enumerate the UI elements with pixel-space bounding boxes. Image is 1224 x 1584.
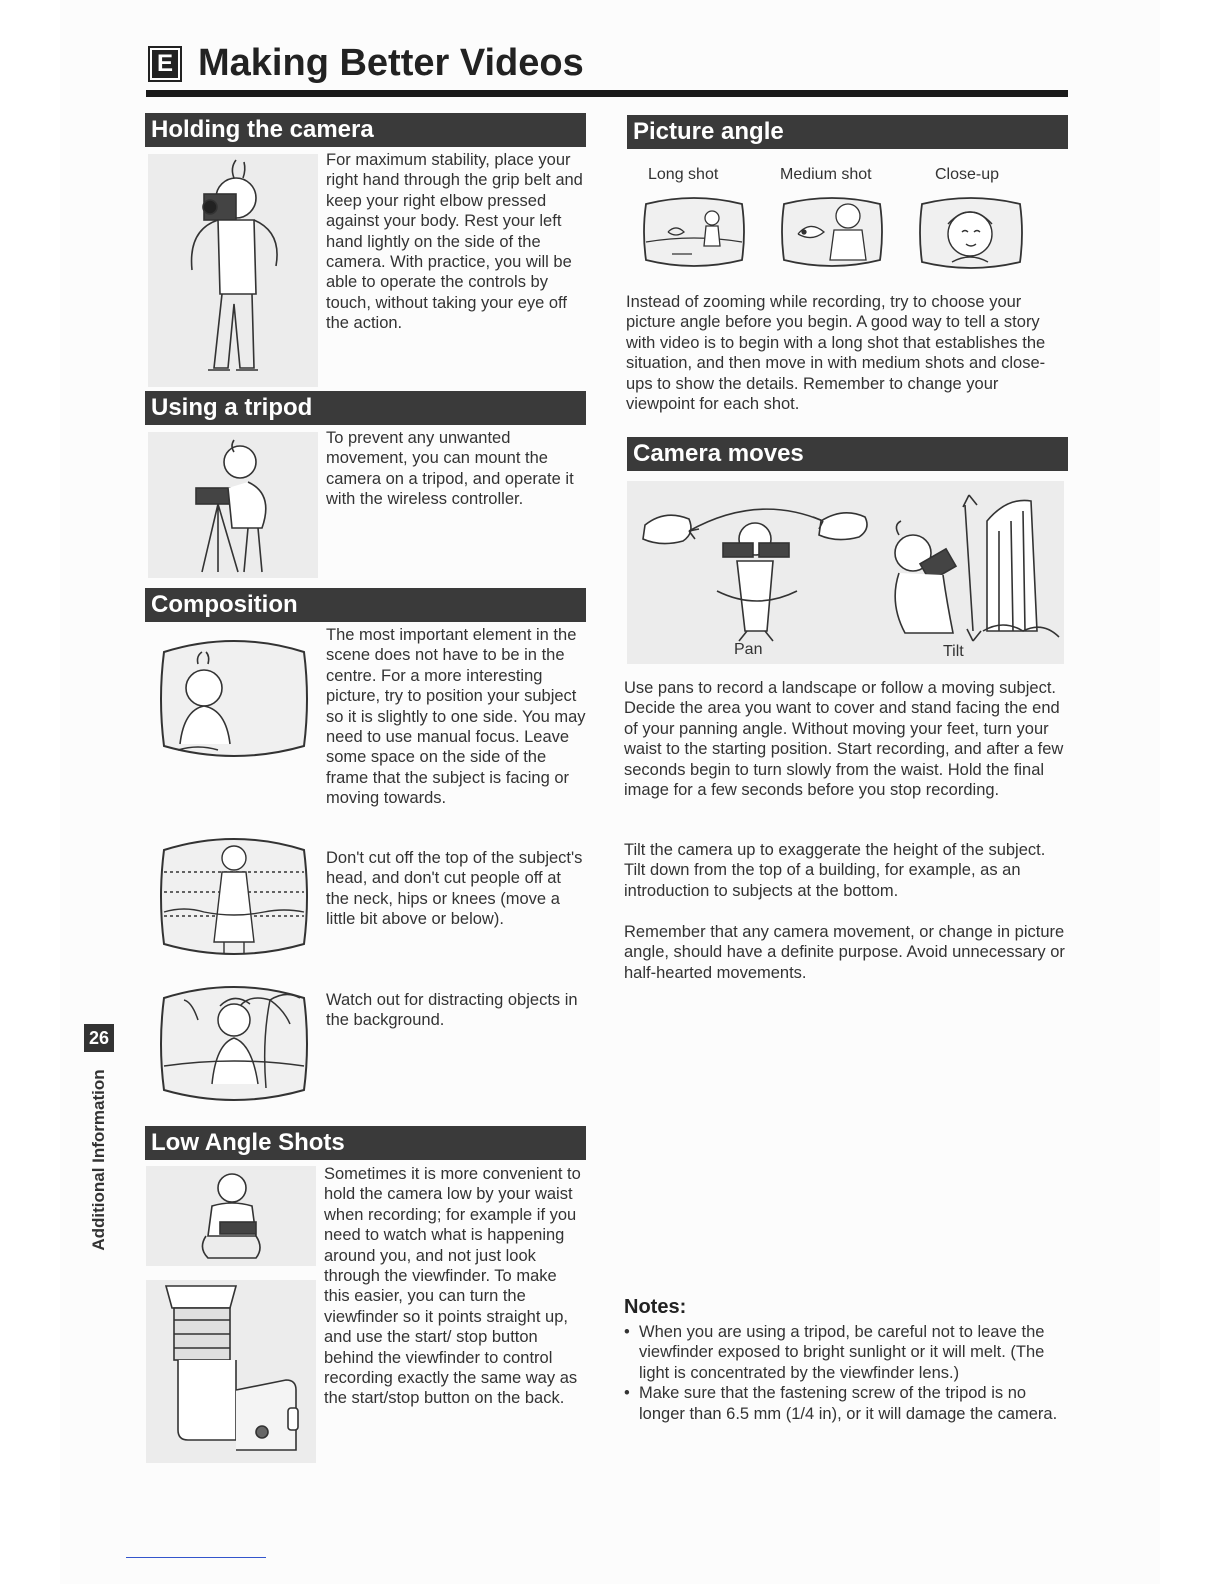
holding-camera-illustration	[148, 154, 318, 387]
label-medium-shot: Medium shot	[780, 166, 872, 183]
label-close-up: Close-up	[935, 166, 1000, 183]
long-shot-frame-icon	[642, 194, 746, 270]
tripod-text: To prevent any unwanted movement, you can mount the camera on a tripod, and operate it with the wireless controller.	[326, 429, 574, 509]
low-angle-text: Sometimes it is more convenient to hold the camera low by your waist when recording; for example if you need to watch what is happening around you, and not just look through the viewfinder. To make this easier, you can turn the viewfinder so it points straight up, and use the start/ stop button behind the viewfinder to control recording exactly the same way as the start/stop button on the back.	[324, 1165, 581, 1408]
tv-frame-headroom-icon	[158, 832, 310, 962]
close-up-frame-icon	[918, 194, 1024, 272]
camera-moves-illustration	[627, 481, 1064, 664]
tripod-icon	[148, 432, 318, 578]
viewfinder-illustration	[146, 1280, 316, 1463]
composition-text-3: Watch out for distracting objects in the background.	[326, 991, 578, 1030]
close-up-illustration	[918, 194, 1024, 272]
label-long-shot: Long shot	[648, 166, 719, 183]
bottom-rule	[126, 1557, 266, 1558]
heading-camera-moves: Camera moves	[627, 437, 1068, 471]
heading-composition: Composition	[145, 588, 586, 622]
page-title: Making Better Videos	[198, 42, 584, 84]
camera-moves-text-3: Remember that any camera movement, or change in picture angle, should have a definite purpose. Avoid unnecessary or half-hearted movements.	[624, 923, 1065, 982]
composition-background-illustration	[158, 980, 310, 1108]
section-badge: E	[148, 46, 182, 82]
page-header	[148, 42, 584, 85]
note-item	[624, 1383, 1064, 1424]
holding-camera-text: For maximum stability, place your right hand through the grip belt and keep your right elbow pressed against your body. Rest your left hand lightly on the side of the camera. With practice, you will be able to operate the controls by touch, without taking your eye off the action.	[326, 151, 583, 333]
tripod-illustration	[148, 432, 318, 578]
medium-shot-frame-icon	[780, 194, 884, 270]
medium-shot-illustration	[780, 194, 884, 270]
picture-angle-text: Instead of zooming while recording, try to choose your picture angle before you begin. A good way to tell a story with video is to begin with a long shot that establishes the situation, and then move in with medium shots and close-ups to show the details. Remember to change your viewpoint for each shot.	[626, 293, 1046, 414]
tv-frame-subject-offcenter-icon	[158, 634, 310, 764]
person-holding-camera-icon	[148, 154, 318, 387]
heading-using-tripod: Using a tripod	[145, 391, 586, 425]
note-text: Make sure that the fastening screw of the tripod is no longer than 6.5 mm (1/4 in), or it will damage the camera.	[639, 1384, 1058, 1423]
notes-list	[624, 1322, 1064, 1424]
page-number: 26	[84, 1024, 114, 1052]
long-shot-illustration	[642, 194, 746, 270]
viewfinder-start-stop-button-icon	[146, 1280, 316, 1463]
note-text: When you are using a tripod, be careful not to leave the viewfinder exposed to bright sunlight or it will melt. (The light is concentrated by the viewfinder lens.)	[639, 1323, 1045, 1382]
composition-text-2: Don't cut off the top of the subject's head, and don't cut people off at the neck, hips or knees (move a little bit above or below).	[326, 849, 583, 929]
heading-low-angle-shots: Low Angle Shots	[145, 1126, 586, 1160]
camera-moves-text-2: Tilt the camera up to exaggerate the height of the subject. Tilt down from the top of a building, for example, as an introduction to subjects at the bottom.	[624, 841, 1046, 900]
composition-text-1: The most important element in the scene does not have to be in the centre. For a more interesting picture, try to position your subject so it is slightly to one side. You may need to use manual focus. Leave some space on the side of the frame that the subject is facing or moving towards.	[326, 626, 586, 808]
section-side-label: Additional Information	[89, 1069, 108, 1251]
tilt-label: Tilt	[943, 643, 964, 660]
title-rule	[146, 90, 1068, 97]
camera-moves-text-1: Use pans to record a landscape or follow a moving subject. Decide the area you want to cover and stand facing the end of your panning angle. Without moving your feet, turn your waist to the starting position. Start recording, and after a few seconds begin to turn slowly from the waist. Hold the final image for a few seconds before you stop recording.	[624, 679, 1064, 800]
pan-label: Pan	[734, 641, 763, 658]
notes-title: Notes:	[624, 1296, 687, 1318]
note-bullet: •	[624, 1384, 630, 1403]
composition-headroom-illustration	[158, 832, 310, 962]
pan-tilt-diagram-icon	[627, 481, 1064, 664]
composition-offcenter-illustration	[158, 634, 310, 764]
heading-holding-camera: Holding the camera	[145, 113, 586, 147]
low-angle-person-illustration	[146, 1166, 316, 1266]
heading-picture-angle: Picture angle	[627, 115, 1068, 149]
note-bullet: •	[624, 1323, 630, 1341]
tv-frame-background-icon	[158, 980, 310, 1108]
person-crouching-camera-icon	[146, 1166, 316, 1266]
note-item	[624, 1322, 1064, 1383]
